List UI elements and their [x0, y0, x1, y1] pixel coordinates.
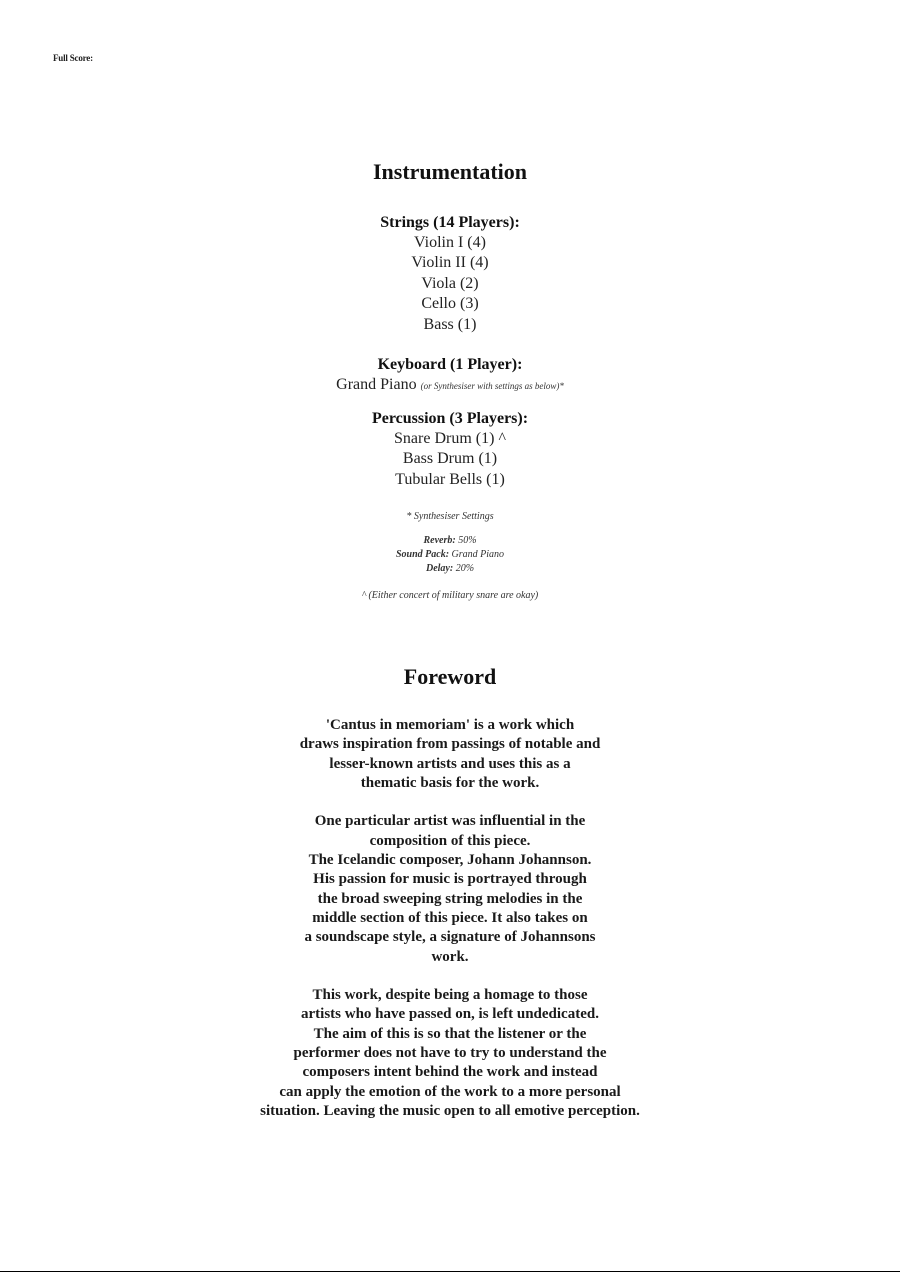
- instrument-item: Bass (1): [423, 315, 477, 333]
- synth-setting-row: [0, 562, 900, 576]
- snare-footnote: ^ (Either concert of military snare are okay): [361, 590, 539, 601]
- instrument-item: Tubular Bells (1): [395, 470, 505, 488]
- foreword-line: 'Cantus in memoriam' is a work which: [325, 717, 575, 733]
- instrument-item: Snare Drum (1) ^: [394, 430, 506, 447]
- percussion-heading: Percussion (3 Players):: [371, 410, 529, 427]
- strings-group: [0, 213, 900, 335]
- foreword-line: middle section of this piece. It also takes on: [312, 909, 588, 926]
- foreword-paragraph: [0, 716, 900, 793]
- foreword-line: One particular artist was influential in the: [314, 813, 586, 830]
- full-score-label: Full Score:: [53, 53, 93, 63]
- instrument-item: [0, 375, 900, 396]
- synth-settings: [0, 510, 900, 576]
- synth-alternative-note: (or Synthesiser with settings as below)*: [420, 381, 564, 391]
- synth-setting-value: 20%: [455, 563, 475, 574]
- foreword-line: draws inspiration from passings of notable and: [299, 736, 601, 753]
- foreword-line: The aim of this is so that the listener or the: [313, 1025, 587, 1042]
- foreword-line: can apply the emotion of the work to a more personal: [279, 1083, 621, 1100]
- synth-setting-value: Grand Piano: [451, 549, 505, 560]
- synth-setting-label: Delay:: [425, 563, 454, 574]
- synth-setting-row: [0, 534, 900, 548]
- keyboard-heading: Keyboard (1 Player):: [377, 356, 523, 373]
- synth-setting-value: 50%: [458, 535, 477, 546]
- synth-setting-label: Reverb:: [423, 535, 456, 546]
- foreword-line: composition of this piece.: [369, 832, 531, 849]
- foreword-line: performer does not have to try to understand the: [293, 1045, 607, 1062]
- instrument-item: Violin I (4): [414, 234, 486, 251]
- synth-setting-label: Sound Pack:: [395, 549, 450, 560]
- instrument-item: Cello (3): [421, 295, 479, 313]
- keyboard-group: [0, 355, 900, 396]
- foreword-paragraph: [0, 812, 900, 966]
- foreword-line: thematic basis for the work.: [360, 774, 540, 791]
- foreword-line: His passion for music is portrayed through: [313, 871, 587, 888]
- synth-setting-row: [0, 548, 900, 562]
- foreword-paragraph: [0, 986, 900, 1121]
- foreword-line: composers intent behind the work and instead: [302, 1064, 598, 1081]
- foreword-line: situation. Leaving the music open to all emotive perception.: [260, 1102, 640, 1119]
- instrument-item: Viola (2): [421, 274, 479, 292]
- foreword-line: This work, despite being a homage to those: [312, 987, 588, 1004]
- foreword-line: The Icelandic composer, Johann Johannson.: [308, 852, 592, 869]
- foreword-body: [0, 716, 900, 1141]
- instrument-item: Violin II (4): [411, 254, 489, 272]
- foreword-title: Foreword: [403, 664, 497, 689]
- foreword-line: lesser-known artists and uses this as a: [329, 755, 571, 772]
- grand-piano-label: Grand Piano: [336, 376, 417, 393]
- synth-settings-heading: * Synthesiser Settings: [406, 511, 494, 522]
- strings-heading: Strings (14 Players):: [380, 214, 520, 231]
- foreword-line: artists who have passed on, is left undedicated.: [301, 1006, 599, 1023]
- foreword-line: the broad sweeping string melodies in the: [317, 890, 583, 907]
- instrument-item: Bass Drum (1): [402, 450, 498, 468]
- instrumentation-section: [0, 159, 900, 185]
- foreword-line: a soundscape style, a signature of Johannsons: [304, 929, 596, 946]
- instrumentation-title: Instrumentation: [372, 159, 527, 184]
- foreword-line: work.: [431, 948, 469, 965]
- percussion-group: [0, 409, 900, 490]
- foreword-section: [0, 664, 900, 690]
